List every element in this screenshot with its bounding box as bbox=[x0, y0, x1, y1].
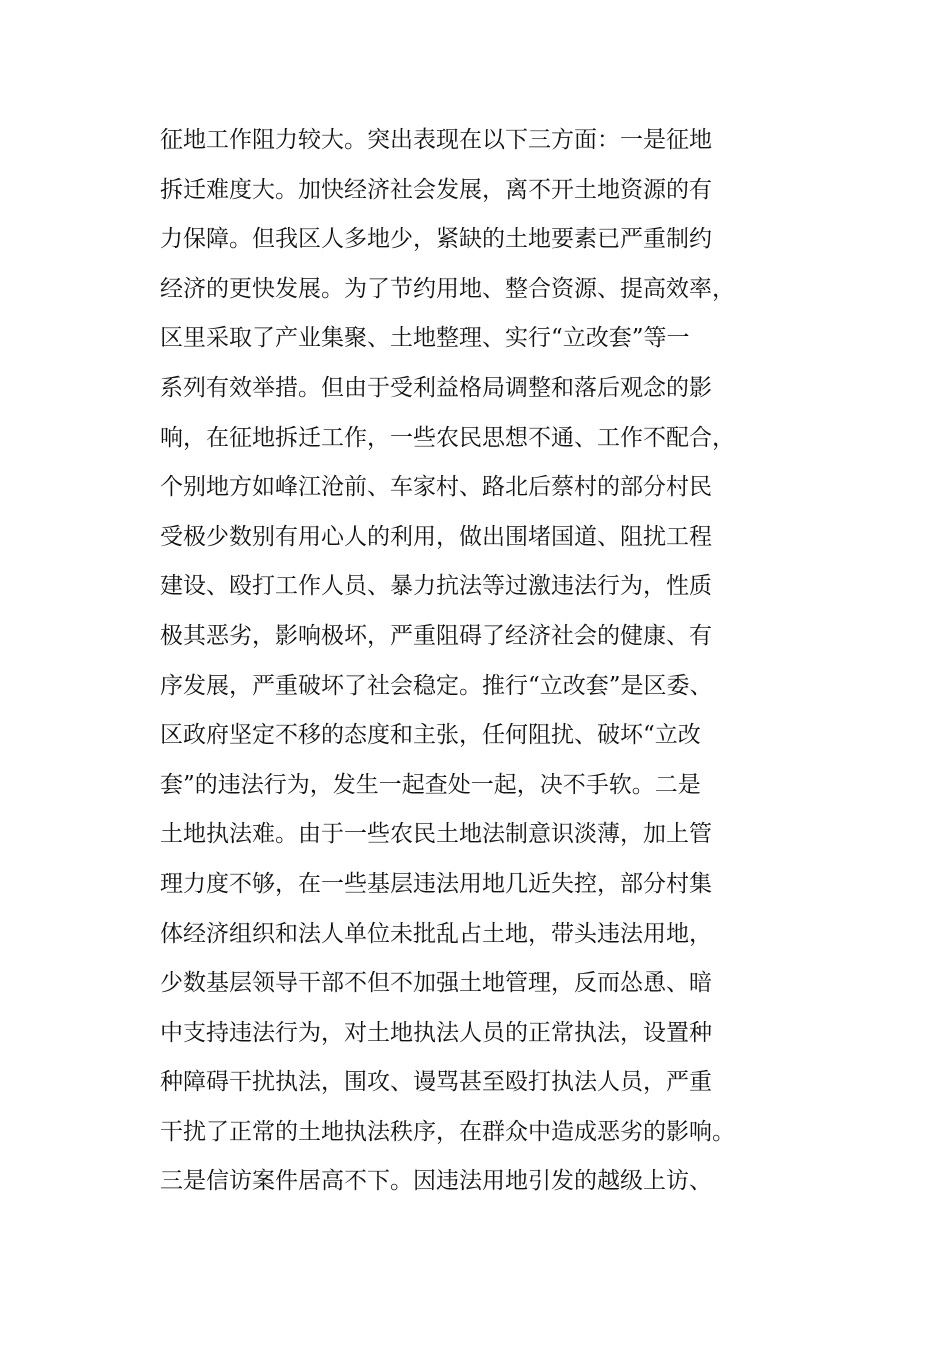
text-line: 个别地方如峰江沧前、车家村、路北后蔡村的部分村民 bbox=[160, 474, 712, 501]
text-line: 序发展，严重破坏了社会稳定。推行“立改套”是区委、 bbox=[160, 672, 713, 699]
text-line: 建设、殴打工作人员、暴力抗法等过激违法行为，性质 bbox=[160, 573, 712, 600]
text-line: 拆迁难度大。加快经济社会发展，离不开土地资源的有 bbox=[160, 176, 712, 203]
text-line: 系列有效举措。但由于受利益格局调整和落后观念的影 bbox=[160, 374, 712, 401]
text-line: 区政府坚定不移的态度和主张，任何阻扰、破坏“立改 bbox=[160, 722, 701, 749]
text-line: 套”的违法行为，发生一起查处一起，决不手软。二是 bbox=[160, 771, 701, 798]
text-line: 征地工作阻力较大。突出表现在以下三方面：一是征地 bbox=[160, 127, 712, 153]
text-line: 区里采取了产业集聚、土地整理、实行“立改套”等一 bbox=[160, 325, 690, 352]
text-line: 响，在征地拆迁工作，一些农民思想不通、工作不配合， bbox=[160, 424, 735, 451]
text-line: 土地执法难。由于一些农民土地法制意识淡薄，加上管 bbox=[160, 821, 712, 848]
text-line: 少数基层领导干部不但不加强土地管理，反而怂恿、暗 bbox=[160, 970, 712, 997]
text-line: 三是信访案件居高不下。因违法用地引发的越级上访、 bbox=[160, 1168, 712, 1195]
text-line: 体经济组织和法人单位未批乱占土地，带头违法用地， bbox=[160, 920, 712, 947]
text-line: 理力度不够，在一些基层违法用地几近失控，部分村集 bbox=[160, 870, 712, 897]
text-line: 受极少数别有用心人的利用，做出围堵国道、阻扰工程 bbox=[160, 523, 712, 550]
text-line: 极其恶劣，影响极坏，严重阻碍了经济社会的健康、有 bbox=[160, 622, 712, 649]
text-line: 干扰了正常的土地执法秩序，在群众中造成恶劣的影响。 bbox=[160, 1118, 735, 1145]
text-line: 力保障。但我区人多地少，紧缺的土地要素已严重制约 bbox=[160, 226, 712, 253]
text-line: 经济的更快发展。为了节约用地、整合资源、提高效率， bbox=[160, 275, 735, 302]
body-text bbox=[160, 116, 760, 1207]
text-line: 种障碍干扰执法，围攻、谩骂甚至殴打执法人员，严重 bbox=[160, 1069, 712, 1096]
text-line: 中支持违法行为，对土地执法人员的正常执法，设置种 bbox=[160, 1019, 712, 1046]
